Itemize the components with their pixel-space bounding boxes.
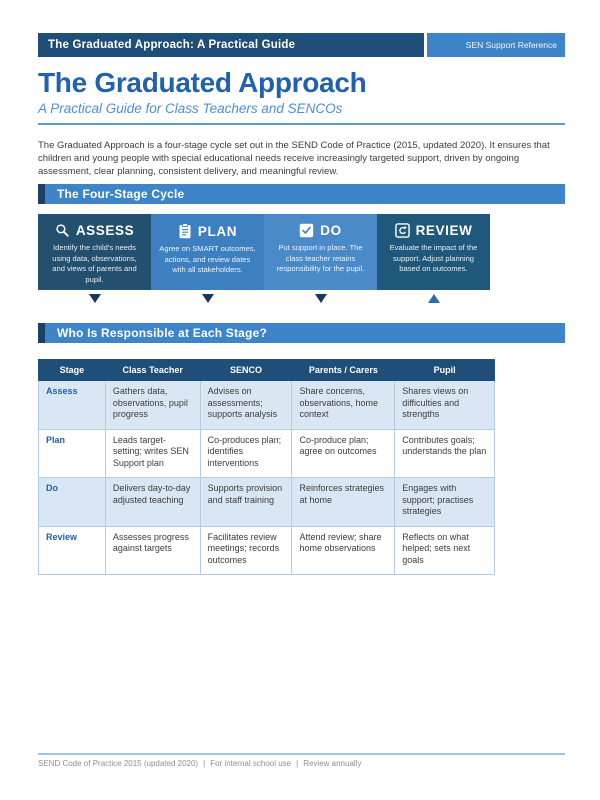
- cycle-arrows: [38, 294, 490, 303]
- table-cell: Gathers data, observations, pupil progress: [105, 381, 200, 430]
- title-divider: [38, 123, 565, 125]
- table-cell: Reinforces strategies at home: [292, 478, 395, 527]
- footer-separator: |: [203, 759, 206, 768]
- table-cell: Attend review; share home observations: [292, 526, 395, 575]
- header-bar: [38, 33, 565, 57]
- table-cell: Advises on assessments; supports analysis: [200, 381, 292, 430]
- table-row: [39, 381, 495, 430]
- intro-paragraph: The Graduated Approach is a four-stage cycle set out in the SEND Code of Practice (2015, updated 2020). It ensures that children and young people with special educational needs receive increasingly targeted support, driven by ongoing assessment, clear planning, consistent delivery, and meaningful review.: [38, 140, 550, 177]
- stage-card-review: [377, 214, 490, 290]
- table-cell: Co-produce plan; agree on outcomes: [292, 429, 395, 478]
- stage-label: Do: [39, 478, 106, 527]
- table-cell: Co-produces plan; identifies interventions: [200, 429, 292, 478]
- table-cell: Leads target-setting; writes SEN Support plan: [105, 429, 200, 478]
- stage-label: Assess: [39, 381, 106, 430]
- table-row: [39, 478, 495, 527]
- table-cell: Contributes goals; understands the plan: [395, 429, 495, 478]
- magnifier-icon: [55, 223, 70, 238]
- arrow-down-icon: [315, 294, 327, 303]
- section-heading-responsibility: Who Is Responsible at Each Stage?: [38, 323, 565, 343]
- page-title: The Graduated Approach: [38, 67, 367, 98]
- refresh-icon: [395, 223, 410, 238]
- stage-label: Plan: [39, 429, 106, 478]
- column-header: Parents / Carers: [292, 360, 395, 381]
- stage-label: Review: [39, 526, 106, 575]
- table-cell: Delivers day-to-day adjusted teaching: [105, 478, 200, 527]
- column-header: Class Teacher: [105, 360, 200, 381]
- page-subtitle: A Practical Guide for Class Teachers and SENCOs: [38, 101, 343, 116]
- arrow-up-icon: [428, 294, 440, 303]
- table-cell: Facilitates review meetings; records outcomes: [200, 526, 292, 575]
- column-header: Stage: [39, 360, 106, 381]
- checkbox-icon: [299, 223, 314, 238]
- table-cell: Assesses progress against targets: [105, 526, 200, 575]
- table-cell: Engages with support; practises strategies: [395, 478, 495, 527]
- header-badge: SEN Support Reference: [427, 33, 565, 57]
- stage-cards: [38, 214, 490, 290]
- stage-card-title: DO: [320, 223, 342, 238]
- stage-card-title: ASSESS: [75, 223, 135, 238]
- footer-separator: |: [296, 759, 299, 768]
- table-cell: Share concerns, observations, home context: [292, 381, 395, 430]
- stage-card-title: PLAN: [197, 223, 238, 239]
- stage-card-description: Put support in place. The class teacher retains responsibility for the pupil.: [276, 243, 365, 273]
- stage-card-title: REVIEW: [415, 223, 473, 238]
- page-footer: [38, 753, 565, 768]
- stage-card-plan: [151, 214, 264, 290]
- table-cell: Supports provision and staff training: [200, 478, 292, 527]
- footer-text: Review annually: [303, 759, 362, 768]
- table-cell: Reflects on what helped; sets next goals: [395, 526, 495, 575]
- stage-card-do: [264, 214, 377, 290]
- stage-card-assess: [38, 214, 151, 290]
- section-heading-cycle: The Four-Stage Cycle: [38, 184, 565, 204]
- footer-text: SEND Code of Practice 2015 (updated 2020): [38, 759, 199, 768]
- stage-card-description: Identify the child's needs using data, observations, and views of parents and pupil.: [52, 243, 137, 284]
- column-header: SENCO: [200, 360, 292, 381]
- arrow-down-icon: [89, 294, 101, 303]
- arrow-down-icon: [202, 294, 214, 303]
- table-cell: Shares views on difficulties and strengths: [395, 381, 495, 430]
- document-page: [38, 0, 565, 575]
- column-header: Pupil: [395, 360, 495, 381]
- header-bar-title: The Graduated Approach: A Practical Guide: [38, 33, 424, 57]
- footer-text: For internal school use: [210, 759, 292, 768]
- responsibility-table: [38, 359, 495, 575]
- stage-card-description: Agree on SMART outcomes, actions, and review dates with all stakeholders.: [159, 244, 256, 274]
- table-row: [39, 526, 495, 575]
- table-row: [39, 429, 495, 478]
- stage-card-description: Evaluate the impact of the support. Adjust planning based on outcomes.: [389, 243, 478, 273]
- clipboard-icon: [178, 223, 192, 239]
- table-header-row: [39, 360, 495, 381]
